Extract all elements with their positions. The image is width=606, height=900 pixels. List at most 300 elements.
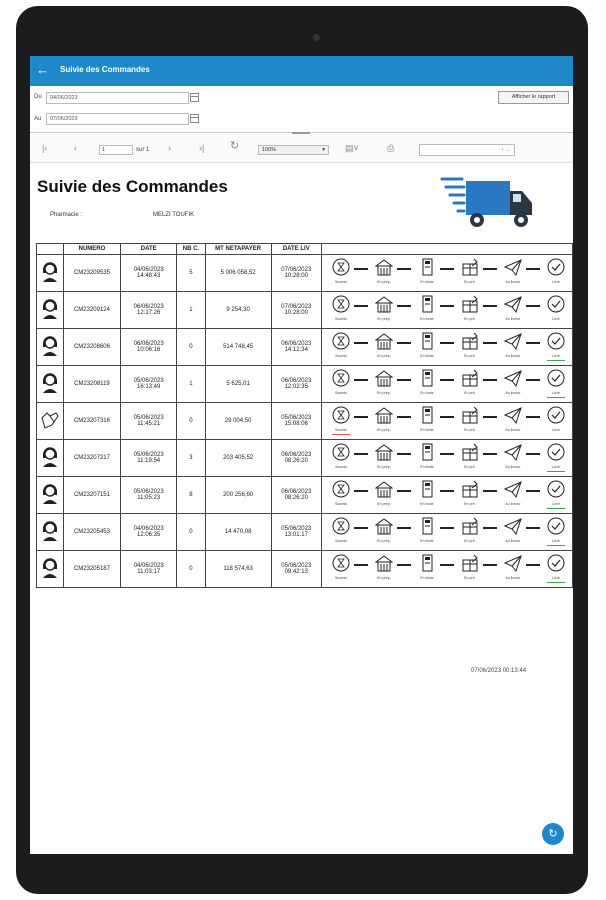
status-step-label: Livré [552,576,560,580]
order-source-cell [37,514,64,551]
status-step [326,258,356,288]
zoom-select[interactable] [258,145,329,155]
status-step-label: Livré [552,317,560,321]
delivered-check-icon [547,554,565,572]
headset-icon [41,464,59,470]
timeline-connector [483,268,497,270]
status-step-indicator [504,582,522,583]
timeline-connector [397,564,411,566]
export-icon[interactable]: ▤˅ [345,143,359,153]
table-header-row [37,244,573,255]
status-step-indicator [461,323,479,324]
status-step-indicator [375,508,393,509]
order-time: 11:03:17 [137,569,161,575]
col-nbc: NB C. [177,244,205,255]
submitted-icon [332,406,350,424]
status-step-label: Soumis [334,465,347,469]
col-status [321,244,572,255]
status-step [369,480,399,510]
status-step [541,554,571,584]
from-calendar-icon[interactable] [190,93,199,102]
status-step-label: En pré. [464,576,476,580]
status-timeline [322,551,572,587]
status-step-indicator [547,582,565,583]
timeline-connector [483,490,497,492]
timeline-connector [397,379,411,381]
timeline-connector [354,379,368,381]
back-arrow-icon[interactable]: ← [36,62,49,77]
delivery-time: 15:08:06 [284,421,308,427]
table-row[interactable] [37,292,573,329]
stock-icon [418,517,436,535]
status-step-label: Livré [552,391,560,395]
status-step-label: En pré. [464,539,476,543]
date-cell [121,292,177,329]
status-step-indicator [461,471,479,472]
timeline-connector [526,305,540,307]
preparation-icon [375,554,393,572]
status-step [369,369,399,399]
status-step-label: En fonte [420,539,434,543]
status-step-label: Livré [552,428,560,432]
status-step-indicator [461,434,479,435]
status-step-label: En fonte [420,317,434,321]
order-date: 05/06/2023 [133,415,164,421]
amount-cell: 9 254,30 [205,292,271,329]
timeline-connector [483,379,497,381]
status-step-indicator [418,545,436,546]
status-step [541,443,571,473]
delivery-date: 06/06/2023 [281,489,312,495]
status-step [412,258,442,288]
status-step-indicator [504,360,522,361]
submitted-icon [332,517,350,535]
status-step [412,295,442,325]
timeline-connector [397,527,411,529]
status-timeline [322,514,572,550]
send-icon [504,443,522,461]
order-date: 04/06/2023 [133,563,164,569]
order-source-cell [37,292,64,329]
refresh-fab[interactable] [542,823,564,845]
delivery-truck-icon [440,175,535,233]
status-step-label: En pré. [464,428,476,432]
status-step [369,295,399,325]
status-step-indicator [375,471,393,472]
preparation-icon [375,406,393,424]
status-step [498,258,528,288]
order-source-cell [37,403,64,440]
numero-cell: CM23208119 [63,366,120,403]
package-icon [461,258,479,276]
to-calendar-icon[interactable] [190,114,199,123]
status-step [369,443,399,473]
status-step-indicator [332,545,350,546]
order-time: 14:48:43 [137,273,161,279]
status-step-label: En prép. [377,391,391,395]
report-toolbar [30,134,573,163]
status-timeline [322,329,572,365]
next-page-icon[interactable]: › [168,143,171,153]
status-step-label: En prép. [377,317,391,321]
stock-icon [418,443,436,461]
table-row[interactable] [37,329,573,366]
submitted-icon [332,332,350,350]
timeline-connector [440,564,454,566]
stock-icon [418,295,436,313]
status-step [326,369,356,399]
status-step-label: Livré [552,539,560,543]
pharmacy-label: Pharmacie : [50,212,83,218]
status-step-label: En fonte [420,391,434,395]
status-step-indicator [332,397,350,398]
order-time: 16:13:49 [137,384,161,390]
status-step-indicator [418,434,436,435]
status-step [326,295,356,325]
status-step-label: En fonte [420,502,434,506]
preparation-icon [375,258,393,276]
status-step-indicator [547,471,565,472]
find-input[interactable] [419,144,515,156]
table-row[interactable] [37,551,573,588]
preparation-icon [375,517,393,535]
status-step [455,480,485,510]
numero-cell: CM23209535 [63,255,120,292]
headset-icon [41,316,59,322]
status-step-indicator [547,545,565,546]
status-step-label: Soumis [334,391,347,395]
status-step-indicator [332,323,350,324]
nbc-cell: 5 [177,255,205,292]
status-step [498,332,528,362]
timeline-connector [526,342,540,344]
status-step-indicator [547,434,565,435]
date-cell [121,255,177,292]
package-icon [461,369,479,387]
status-step [455,369,485,399]
delivery-date-cell [271,366,321,403]
status-step [369,332,399,362]
status-step-indicator [504,508,522,509]
print-icon[interactable]: ⎙ [387,143,395,153]
status-step-label: Au livreur [505,465,521,469]
status-step [455,443,485,473]
status-step [541,369,571,399]
table-row[interactable] [37,514,573,551]
numero-cell: CM23207217 [63,440,120,477]
status-timeline-cell [321,366,572,403]
timeline-connector [440,305,454,307]
status-timeline [322,255,572,291]
nbc-cell: 8 [177,477,205,514]
timeline-connector [397,268,411,270]
first-page-icon[interactable]: |‹ [42,143,48,153]
status-step-indicator [418,397,436,398]
timeline-connector [397,305,411,307]
status-step-indicator [504,545,522,546]
status-step-indicator [375,286,393,287]
status-step [326,554,356,584]
timeline-connector [397,342,411,344]
timeline-connector [526,490,540,492]
date-cell [121,551,177,588]
status-step-indicator [375,323,393,324]
status-step-indicator [547,360,565,361]
amount-cell: 203 405,52 [205,440,271,477]
status-step-indicator [461,508,479,509]
timeline-connector [354,305,368,307]
order-date: 06/06/2023 [133,304,164,310]
show-report-button[interactable]: Afficher le rapport [498,91,569,104]
status-step [455,554,485,584]
order-time: 11:45:21 [137,421,161,427]
status-step [498,369,528,399]
status-step [326,332,356,362]
order-time: 11:05:23 [137,495,161,501]
zoom-value: 100% [262,147,277,153]
status-step [326,443,356,473]
timeline-connector [397,453,411,455]
send-icon [504,295,522,313]
headset-icon [41,501,59,507]
status-step [455,295,485,325]
status-step-label: En pré. [464,280,476,284]
delivered-check-icon [547,443,565,461]
status-step-indicator [504,397,522,398]
status-step [498,480,528,510]
hand-icon [40,426,60,432]
status-step-label: En fonte [420,428,434,432]
status-timeline-cell [321,551,572,588]
status-step-indicator [461,397,479,398]
timeline-connector [440,527,454,529]
nbc-cell: 0 [177,551,205,588]
status-step-indicator [504,471,522,472]
preparation-icon [375,443,393,461]
timeline-connector [483,453,497,455]
order-source-cell [37,477,64,514]
timeline-connector [397,416,411,418]
status-step-label: En prép. [377,502,391,506]
date-cell [121,329,177,366]
status-timeline-cell [321,477,572,514]
order-source-cell [37,329,64,366]
preparation-icon [375,480,393,498]
table-row[interactable] [37,403,573,440]
from-date-input[interactable]: 04/06/2023 [46,92,189,104]
status-step-label: En pré. [464,391,476,395]
status-step [369,258,399,288]
stock-icon [418,332,436,350]
status-step-label: En pré. [464,502,476,506]
order-source-cell [37,255,64,292]
status-step [498,554,528,584]
timeline-connector [354,416,368,418]
status-step [412,369,442,399]
preparation-icon [375,332,393,350]
status-step-indicator [418,286,436,287]
order-date: 04/06/2023 [133,526,164,532]
status-step-label: En pré. [464,317,476,321]
col-numero: NUMERO [63,244,120,255]
status-step [541,332,571,362]
status-step-label: Au livreur [505,280,521,284]
find-nav-icons[interactable]: ↑ → [501,147,511,153]
amount-cell: 29 004,50 [205,403,271,440]
delivery-date: 06/06/2023 [281,452,312,458]
status-step [541,480,571,510]
orders-table [36,243,573,588]
status-step [412,332,442,362]
status-step-indicator [461,545,479,546]
status-step-label: En prép. [377,280,391,284]
status-step-indicator [504,286,522,287]
col-date: DATE [121,244,177,255]
delivered-check-icon [547,517,565,535]
status-step [498,517,528,547]
delivery-date: 06/06/2023 [281,378,312,384]
status-step-label: En prép. [377,465,391,469]
refresh-icon[interactable]: ↻ [230,140,240,152]
date-cell [121,514,177,551]
report-title: Suivie des Commandes [37,177,228,196]
send-icon [504,517,522,535]
submitted-icon [332,258,350,276]
status-step-indicator [461,286,479,287]
amount-cell: 5 006 058,52 [205,255,271,292]
status-step-indicator [375,545,393,546]
status-step-label: Soumis [334,280,347,284]
package-icon [461,406,479,424]
order-source-cell [37,440,64,477]
status-step [455,406,485,436]
numero-cell: CM23207316 [63,403,120,440]
status-step-indicator [418,323,436,324]
stock-icon [418,554,436,572]
to-date-input[interactable]: 07/06/2023 [46,113,189,125]
status-step-label: Au livreur [505,317,521,321]
delivery-date: 06/06/2023 [281,341,312,347]
status-step-indicator [504,434,522,435]
delivery-date-cell [271,255,321,292]
app-title: Suivie des Commandes [60,65,150,74]
status-step-indicator [547,397,565,398]
to-label: Au [34,116,42,122]
headset-icon [41,390,59,396]
send-icon [504,480,522,498]
status-step [541,406,571,436]
nbc-cell: 0 [177,514,205,551]
status-step-label: Livré [552,502,560,506]
status-step-indicator [547,508,565,509]
numero-cell: CM23209124 [63,292,120,329]
date-cell [121,440,177,477]
delivered-check-icon [547,332,565,350]
preparation-icon [375,369,393,387]
refresh-icon: ↻ [548,828,558,840]
table-row[interactable] [37,440,573,477]
delivery-time: 12:02:35 [284,384,308,390]
delivery-date: 07/06/2023 [281,304,312,310]
delivered-check-icon [547,295,565,313]
timeline-connector [354,490,368,492]
package-icon [461,480,479,498]
app-bar [30,56,573,86]
status-step-label: Soumis [334,428,347,432]
amount-cell: 200 256,60 [205,477,271,514]
status-step [326,406,356,436]
package-icon [461,443,479,461]
timeline-connector [354,268,368,270]
status-step [326,480,356,510]
delivery-time: 08:26:20 [284,495,308,501]
status-step-indicator [418,360,436,361]
timeline-connector [526,453,540,455]
status-step-label: Au livreur [505,354,521,358]
send-icon [504,332,522,350]
status-timeline-cell [321,255,572,292]
delivery-date-cell [271,477,321,514]
timeline-connector [526,379,540,381]
status-timeline [322,366,572,402]
amount-cell: 14 470,08 [205,514,271,551]
timeline-connector [483,416,497,418]
status-step-indicator [332,471,350,472]
delivery-date-cell [271,329,321,366]
submitted-icon [332,480,350,498]
status-step [412,517,442,547]
page-number-input[interactable]: 1 [99,145,133,155]
stock-icon [418,480,436,498]
status-timeline [322,292,572,328]
date-cell [121,477,177,514]
timeline-connector [526,564,540,566]
delivered-check-icon [547,258,565,276]
delivery-date: 05/06/2023 [281,415,312,421]
table-row[interactable] [37,366,573,403]
pharmacy-name: MELZI TOUFIK [153,212,195,218]
timeline-connector [397,490,411,492]
order-date: 05/06/2023 [133,489,164,495]
status-step [498,295,528,325]
status-step [412,406,442,436]
report-page [30,163,573,854]
status-step-label: Au livreur [505,539,521,543]
status-step [541,517,571,547]
order-time: 11:19:54 [137,458,161,464]
last-page-icon[interactable]: ›| [199,143,205,153]
status-step-indicator [461,582,479,583]
status-step-indicator [332,286,350,287]
headset-icon [41,279,59,285]
submitted-icon [332,369,350,387]
stock-icon [418,258,436,276]
send-icon [504,369,522,387]
package-icon [461,517,479,535]
send-icon [504,258,522,276]
table-row[interactable] [37,255,573,292]
status-step-indicator [375,434,393,435]
status-step-label: Livré [552,280,560,284]
report-timestamp: 07/06/2023 00:13:44 [471,668,527,674]
table-row[interactable] [37,477,573,514]
delivery-time: 08:26:20 [284,458,308,464]
timeline-connector [483,564,497,566]
status-step-label: En prép. [377,428,391,432]
status-step-indicator [504,323,522,324]
previous-page-icon[interactable]: ‹ [74,143,77,153]
timeline-connector [526,416,540,418]
